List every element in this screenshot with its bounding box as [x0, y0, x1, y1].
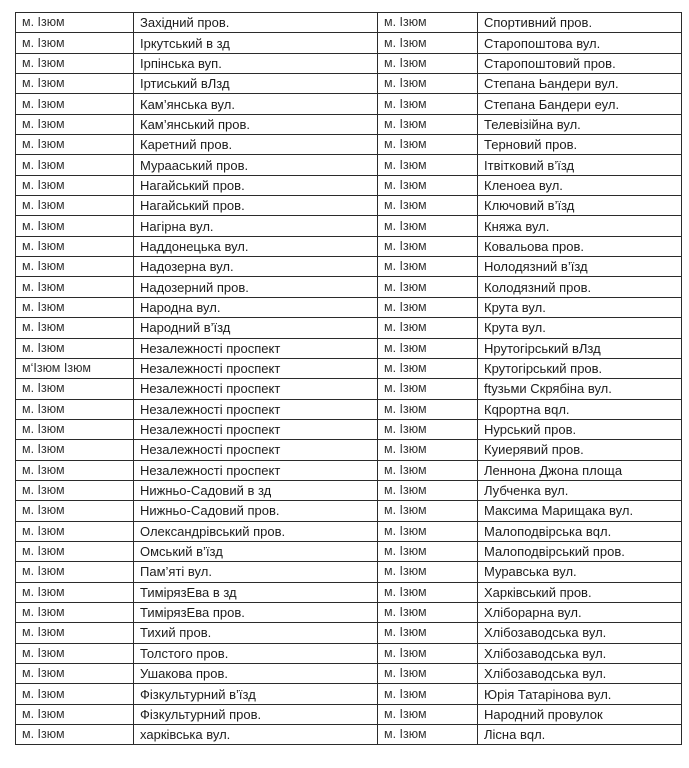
- street-cell-right: Леннона Джона площа: [478, 460, 682, 480]
- city-cell-right: м. Ізюм: [378, 236, 478, 256]
- street-cell-left: Незалежності проспект: [134, 399, 378, 419]
- street-cell-right: Хліборарна вул.: [478, 602, 682, 622]
- street-cell-right: Хлібозаводська вул.: [478, 643, 682, 663]
- table-row: [16, 338, 682, 358]
- table-row: [16, 725, 682, 745]
- street-cell-right: Крута вул.: [478, 297, 682, 317]
- city-cell-right: м. Ізюм: [378, 114, 478, 134]
- street-cell-right: Лісна вqл.: [478, 725, 682, 745]
- city-cell-left: м. Ізюм: [16, 277, 134, 297]
- street-cell-left: Незалежності проспект: [134, 460, 378, 480]
- city-cell-right: м. Ізюм: [378, 541, 478, 561]
- street-cell-right: Нурський пров.: [478, 419, 682, 439]
- city-cell-right: м. Ізюм: [378, 704, 478, 724]
- city-cell-right: м. Ізюм: [378, 684, 478, 704]
- street-cell-right: Кqрортна вqл.: [478, 399, 682, 419]
- street-cell-right: Хлібозаводська вул.: [478, 664, 682, 684]
- street-cell-left: Мурааський пров.: [134, 155, 378, 175]
- table-row: [16, 379, 682, 399]
- city-cell-right: м. Ізюм: [378, 460, 478, 480]
- street-cell-left: Кам’янський пров.: [134, 114, 378, 134]
- street-cell-left: Нижньо-Садовий пров.: [134, 501, 378, 521]
- city-cell-right: м. Ізюм: [378, 562, 478, 582]
- city-cell-left: м. Ізюм: [16, 419, 134, 439]
- city-cell-right: м. Ізюм: [378, 399, 478, 419]
- street-cell-right: Крутогірський пров.: [478, 358, 682, 378]
- city-cell-right: м. Ізюм: [378, 216, 478, 236]
- street-cell-left: Ушакова пров.: [134, 664, 378, 684]
- street-cell-right: Харківський пров.: [478, 582, 682, 602]
- street-cell-left: Незалежності проспект: [134, 358, 378, 378]
- street-list-document: [15, 12, 681, 745]
- street-cell-right: Лубченка вул.: [478, 480, 682, 500]
- city-cell-left: м. Ізюм: [16, 684, 134, 704]
- street-cell-right: Юрія Татарінова вул.: [478, 684, 682, 704]
- table-row: [16, 562, 682, 582]
- table-row: [16, 33, 682, 53]
- city-cell-right: м. Ізюм: [378, 33, 478, 53]
- city-cell-right: м. Ізюм: [378, 358, 478, 378]
- street-cell-left: Ірпінська вуп.: [134, 53, 378, 73]
- city-cell-right: м. Ізюм: [378, 602, 478, 622]
- street-cell-left: Іркутський в зд: [134, 33, 378, 53]
- table-row: [16, 460, 682, 480]
- city-cell-right: м. Ізюм: [378, 13, 478, 33]
- street-cell-right: Муравська вул.: [478, 562, 682, 582]
- street-cell-left: Нагірна вул.: [134, 216, 378, 236]
- city-cell-right: м. Ізюм: [378, 277, 478, 297]
- city-cell-left: м. Ізюм: [16, 643, 134, 663]
- street-cell-left: Каретний пров.: [134, 135, 378, 155]
- city-cell-right: м. Ізюм: [378, 175, 478, 195]
- city-cell-right: м. Ізюм: [378, 582, 478, 602]
- street-cell-right: Степана Бандери еул.: [478, 94, 682, 114]
- street-cell-right: Колодязний пров.: [478, 277, 682, 297]
- table-row: [16, 196, 682, 216]
- city-cell-left: м. Ізюм: [16, 338, 134, 358]
- table-row: [16, 114, 682, 134]
- city-cell-right: м. Ізюм: [378, 440, 478, 460]
- city-cell-left: м. Ізюм: [16, 521, 134, 541]
- street-cell-left: Наддонецька вул.: [134, 236, 378, 256]
- city-cell-right: м. Ізюм: [378, 53, 478, 73]
- table-row: [16, 541, 682, 561]
- street-cell-right: Клeноеа вул.: [478, 175, 682, 195]
- city-cell-left: м. Ізюм: [16, 155, 134, 175]
- street-cell-left: Нижньо-Садовий в зд: [134, 480, 378, 500]
- city-cell-right: м. Ізюм: [378, 74, 478, 94]
- city-cell-right: м. Ізюм: [378, 257, 478, 277]
- table-row: [16, 297, 682, 317]
- street-cell-left: Фізкультурний пров.: [134, 704, 378, 724]
- city-cell-left: м‘Ізюм Ізюм: [16, 358, 134, 378]
- street-cell-right: Хлібозаводська вул.: [478, 623, 682, 643]
- city-cell-left: м. Ізюм: [16, 664, 134, 684]
- city-cell-right: м. Ізюм: [378, 338, 478, 358]
- street-cell-right: Малоподвірський пров.: [478, 541, 682, 561]
- city-cell-right: м. Ізюм: [378, 521, 478, 541]
- table-row: [16, 440, 682, 460]
- table-row: [16, 175, 682, 195]
- street-cell-left: Незалежності проспект: [134, 379, 378, 399]
- city-cell-left: м. Ізюм: [16, 257, 134, 277]
- street-cell-right: Степана Ьандери вул.: [478, 74, 682, 94]
- city-cell-left: м. Ізюм: [16, 379, 134, 399]
- city-cell-left: м. Ізюм: [16, 704, 134, 724]
- table-row: [16, 135, 682, 155]
- city-cell-left: м. Ізюм: [16, 13, 134, 33]
- city-cell-left: м. Ізюм: [16, 480, 134, 500]
- street-cell-right: Старопоштовий пров.: [478, 53, 682, 73]
- table-row: [16, 684, 682, 704]
- city-cell-left: м. Ізюм: [16, 399, 134, 419]
- table-row: [16, 236, 682, 256]
- city-cell-right: м. Ізюм: [378, 501, 478, 521]
- street-cell-left: Нагайський пров.: [134, 196, 378, 216]
- street-cell-right: Телевізійна вул.: [478, 114, 682, 134]
- street-cell-left: Незалежності проспект: [134, 419, 378, 439]
- street-cell-left: Іртиський вЛзд: [134, 74, 378, 94]
- street-cell-left: Толстого пров.: [134, 643, 378, 663]
- table-row: [16, 480, 682, 500]
- table-row: [16, 501, 682, 521]
- city-cell-left: м. Ізюм: [16, 216, 134, 236]
- table-row: [16, 277, 682, 297]
- street-cell-right: Спортивний пров.: [478, 13, 682, 33]
- city-cell-left: м. Ізюм: [16, 582, 134, 602]
- table-row: [16, 358, 682, 378]
- city-cell-left: м. Ізюм: [16, 196, 134, 216]
- street-cell-right: ftузьми Скрябіна вул.: [478, 379, 682, 399]
- city-cell-left: м. Ізюм: [16, 318, 134, 338]
- street-cell-right: Народний провулок: [478, 704, 682, 724]
- city-cell-left: м. Ізюм: [16, 114, 134, 134]
- street-cell-left: ТимірязЕва в зд: [134, 582, 378, 602]
- city-cell-right: м. Ізюм: [378, 318, 478, 338]
- city-cell-right: м. Ізюм: [378, 155, 478, 175]
- street-cell-left: Народна вул.: [134, 297, 378, 317]
- city-cell-left: м. Ізюм: [16, 297, 134, 317]
- street-cell-right: Старопоштова вул.: [478, 33, 682, 53]
- city-cell-right: м. Ізюм: [378, 623, 478, 643]
- city-cell-left: м. Ізюм: [16, 440, 134, 460]
- table-row: [16, 53, 682, 73]
- city-cell-right: м. Ізюм: [378, 196, 478, 216]
- table-row: [16, 13, 682, 33]
- table-row: [16, 664, 682, 684]
- table-row: [16, 419, 682, 439]
- city-cell-left: м. Ізюм: [16, 175, 134, 195]
- street-cell-left: Західний пров.: [134, 13, 378, 33]
- city-cell-right: м. Ізюм: [378, 297, 478, 317]
- city-cell-left: м. Ізюм: [16, 33, 134, 53]
- street-cell-right: Ітвітковий в’їзд: [478, 155, 682, 175]
- street-cell-left: Тихий пров.: [134, 623, 378, 643]
- street-cell-right: Княжа вул.: [478, 216, 682, 236]
- street-cell-right: Ковальова пров.: [478, 236, 682, 256]
- table-row: [16, 257, 682, 277]
- city-cell-left: м. Ізюм: [16, 53, 134, 73]
- city-cell-left: м. Ізюм: [16, 460, 134, 480]
- city-cell-right: м. Ізюм: [378, 135, 478, 155]
- city-cell-right: м. Ізюм: [378, 480, 478, 500]
- table-row: [16, 602, 682, 622]
- street-cell-left: Нагайський пров.: [134, 175, 378, 195]
- street-cell-right: Нолодязний в’їзд: [478, 257, 682, 277]
- table-row: [16, 643, 682, 663]
- street-cell-left: Надозерна вул.: [134, 257, 378, 277]
- street-table: [15, 12, 682, 745]
- city-cell-right: м. Ізюм: [378, 643, 478, 663]
- city-cell-left: м. Ізюм: [16, 74, 134, 94]
- city-cell-left: м. Ізюм: [16, 623, 134, 643]
- table-row: [16, 94, 682, 114]
- city-cell-left: м. Ізюм: [16, 94, 134, 114]
- street-cell-left: Олександрівський пров.: [134, 521, 378, 541]
- street-cell-left: харківська вул.: [134, 725, 378, 745]
- table-row: [16, 318, 682, 338]
- street-cell-left: Омський в’їзд: [134, 541, 378, 561]
- city-cell-right: м. Ізюм: [378, 664, 478, 684]
- table-row: [16, 704, 682, 724]
- street-table-body: [16, 13, 682, 745]
- city-cell-left: м. Ізюм: [16, 562, 134, 582]
- street-cell-left: Кам’янська вул.: [134, 94, 378, 114]
- street-cell-left: Фізкультурний в’їзд: [134, 684, 378, 704]
- street-cell-right: Крута вул.: [478, 318, 682, 338]
- city-cell-left: м. Ізюм: [16, 135, 134, 155]
- street-cell-right: Ключовий в’їзд: [478, 196, 682, 216]
- city-cell-right: м. Ізюм: [378, 725, 478, 745]
- street-cell-left: Незалежності проспект: [134, 338, 378, 358]
- table-row: [16, 155, 682, 175]
- street-cell-left: Надозерний пров.: [134, 277, 378, 297]
- street-cell-right: Нрутогірський вЛзд: [478, 338, 682, 358]
- city-cell-right: м. Ізюм: [378, 94, 478, 114]
- street-cell-left: Пам’яті вул.: [134, 562, 378, 582]
- street-cell-left: Народний в’їзд: [134, 318, 378, 338]
- table-row: [16, 521, 682, 541]
- city-cell-left: м. Ізюм: [16, 501, 134, 521]
- table-row: [16, 623, 682, 643]
- table-row: [16, 74, 682, 94]
- street-cell-right: Максима Марищака вул.: [478, 501, 682, 521]
- street-cell-left: Незалежності проспект: [134, 440, 378, 460]
- table-row: [16, 216, 682, 236]
- street-cell-left: ТимірязЕва пров.: [134, 602, 378, 622]
- street-cell-right: Терновий пров.: [478, 135, 682, 155]
- table-row: [16, 582, 682, 602]
- street-cell-right: Малоподвірська вqл.: [478, 521, 682, 541]
- city-cell-left: м. Ізюм: [16, 236, 134, 256]
- city-cell-left: м. Ізюм: [16, 541, 134, 561]
- street-cell-right: Куиерявий пров.: [478, 440, 682, 460]
- table-row: [16, 399, 682, 419]
- city-cell-right: м. Ізюм: [378, 419, 478, 439]
- city-cell-right: м. Ізюм: [378, 379, 478, 399]
- city-cell-left: м. Ізюм: [16, 725, 134, 745]
- city-cell-left: м. Ізюм: [16, 602, 134, 622]
